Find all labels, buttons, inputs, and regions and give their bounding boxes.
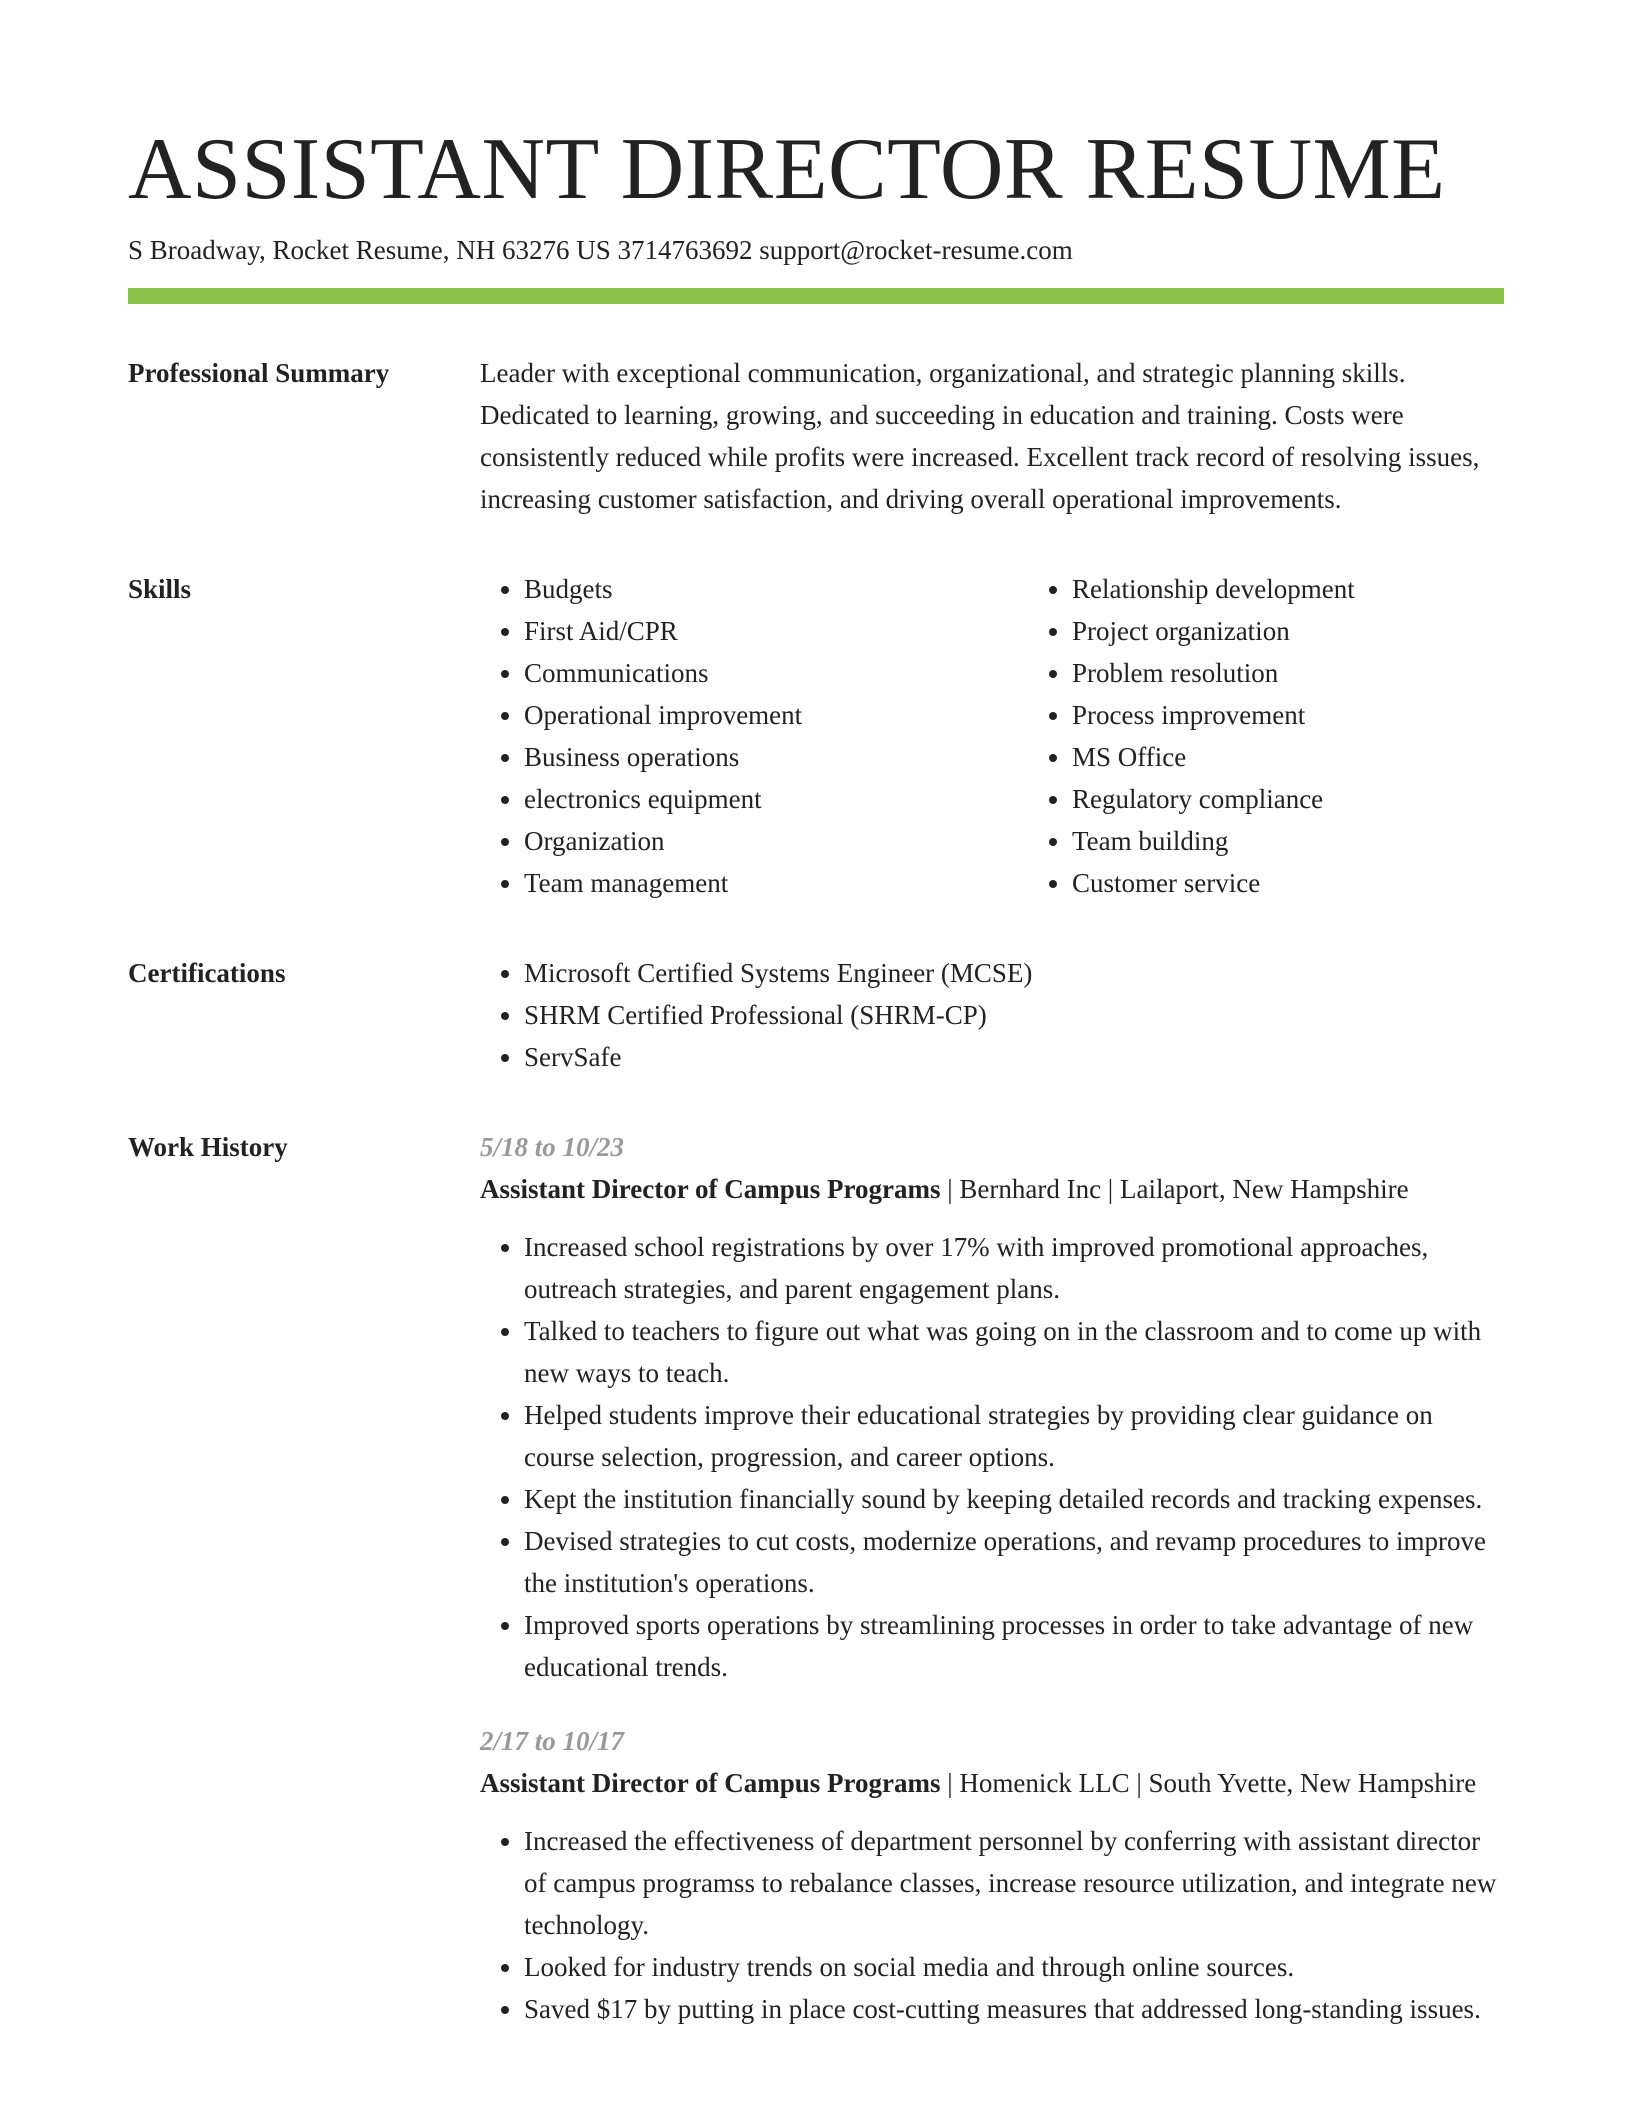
job-dates: 2/17 to 10/17	[480, 1726, 625, 1756]
section-summary	[128, 352, 1504, 520]
skill-item: • electronics equipment	[524, 778, 1028, 820]
job-details: | Homenick LLC | South Yvette, New Hampshire	[940, 1768, 1477, 1798]
skill-item: • Business operations	[524, 736, 1028, 778]
skill-item: • Relationship development	[1072, 568, 1576, 610]
resume-page	[128, 120, 1504, 2030]
job-heading	[480, 1168, 1504, 1210]
certifications-list	[480, 952, 1504, 1078]
job-title: Assistant Director of Campus Programs	[480, 1768, 941, 1798]
job-bullet: • Talked to teachers to figure out what was going on in the classroom and to come up with new ways to teach.	[524, 1310, 1504, 1394]
job-heading	[480, 1762, 1504, 1804]
section-label-skills: Skills	[128, 574, 192, 604]
job-bullet: • Devised strategies to cut costs, modernize operations, and revamp procedures to improve the institution's operations.	[524, 1520, 1504, 1604]
skill-item: • Organization	[524, 820, 1028, 862]
job-bullet: • Increased the effectiveness of department personnel by conferring with assistant director of campus programss to rebalance classes, increase resource utilization, and integrate new technology.	[524, 1820, 1504, 1946]
skill-item: • Operational improvement	[524, 694, 1028, 736]
job-dates: 5/18 to 10/23	[480, 1132, 625, 1162]
skills-list-right	[1028, 568, 1576, 904]
job-entry	[480, 1720, 1504, 2030]
section-label-work-history: Work History	[128, 1132, 288, 1162]
contact-line: S Broadway, Rocket Resume, NH 63276 US 3714763692 support@rocket-resume.com	[128, 235, 1073, 265]
skill-item: • Regulatory compliance	[1072, 778, 1576, 820]
section-label-certifications: Certifications	[128, 958, 286, 988]
job-bullets	[480, 1820, 1504, 2030]
job-details: | Bernhard Inc | Lailaport, New Hampshire	[940, 1174, 1409, 1204]
summary-text: Leader with exceptional communication, organizational, and strategic planning skills. Dedicated to learning, growing, and succeeding in education and training. Costs were consistently reduced while profits were increased. Excellent track record of resolving issues, increasing customer satisfaction, and driving overall operational improvements.	[480, 358, 1480, 514]
job-bullet: • Kept the institution financially sound by keeping detailed records and tracking expenses.	[524, 1478, 1504, 1520]
certification-item: • SHRM Certified Professional (SHRM-CP)	[524, 994, 1504, 1036]
section-work-history	[128, 1126, 1504, 2030]
job-bullets	[480, 1226, 1504, 1688]
skill-item: • Budgets	[524, 568, 1028, 610]
job-bullet: • Looked for industry trends on social media and through online sources.	[524, 1946, 1504, 1988]
certification-item: • Microsoft Certified Systems Engineer (MCSE)	[524, 952, 1504, 994]
skill-item: • Process improvement	[1072, 694, 1576, 736]
job-bullet: • Saved $17 by putting in place cost-cutting measures that addressed long-standing issues.	[524, 1988, 1504, 2030]
skills-list-left	[480, 568, 1028, 904]
certification-item: • ServSafe	[524, 1036, 1504, 1078]
job-entry	[480, 1126, 1504, 1688]
job-bullet: • Improved sports operations by streamlining processes in order to take advantage of new educational trends.	[524, 1604, 1504, 1688]
section-certifications	[128, 952, 1504, 1078]
resume-title: ASSISTANT DIRECTOR RESUME	[128, 121, 1446, 218]
accent-divider	[128, 288, 1504, 304]
section-label-summary: Professional Summary	[128, 358, 390, 388]
skill-item: • Communications	[524, 652, 1028, 694]
skill-item: • Customer service	[1072, 862, 1576, 904]
skill-item: • Project organization	[1072, 610, 1576, 652]
skill-item: • MS Office	[1072, 736, 1576, 778]
skill-item: • Problem resolution	[1072, 652, 1576, 694]
job-bullet: • Helped students improve their educational strategies by providing clear guidance on course selection, progression, and career options.	[524, 1394, 1504, 1478]
skill-item: • First Aid/CPR	[524, 610, 1028, 652]
job-title: Assistant Director of Campus Programs	[480, 1174, 941, 1204]
job-bullet: • Increased school registrations by over 17% with improved promotional approaches, outreach strategies, and parent engagement plans.	[524, 1226, 1504, 1310]
skill-item: • Team building	[1072, 820, 1576, 862]
section-skills	[128, 568, 1504, 904]
skill-item: • Team management	[524, 862, 1028, 904]
